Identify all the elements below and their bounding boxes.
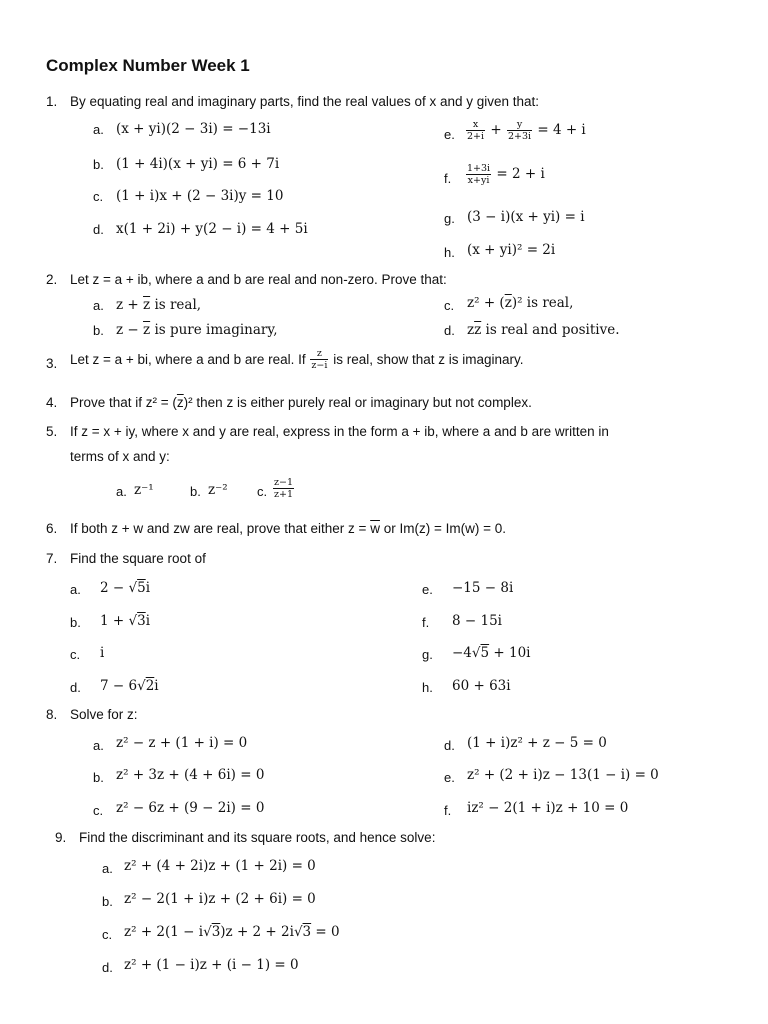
statement: $z + \overline{z}$ is real, bbox=[116, 297, 202, 313]
item-label: c. bbox=[93, 189, 104, 204]
equation: iz² − 2(1 + i)z + 10 = 0 bbox=[467, 800, 629, 816]
expression: 1 + √3i bbox=[100, 613, 151, 629]
question-number: 5. bbox=[46, 424, 58, 439]
item-label: a. bbox=[70, 582, 81, 597]
item-label: d. bbox=[444, 323, 455, 338]
item-label: c. bbox=[70, 647, 81, 662]
equation: z² + (1 − i)z + (i − 1) = 0 bbox=[124, 957, 299, 973]
expression: i bbox=[100, 645, 105, 661]
fraction: $\frac{y}{2+3i}$ bbox=[507, 119, 532, 142]
fraction: $\frac{x}{2+i}$ bbox=[467, 119, 485, 142]
equation: x(1 + 2i) + y(2 − i) = 4 + 5i bbox=[116, 221, 308, 237]
item-label: a. bbox=[93, 738, 104, 753]
item-label: a. bbox=[102, 861, 113, 876]
equation: z² − 6z + (9 − 2i) = 0 bbox=[116, 800, 265, 816]
expression: 2 − √5i bbox=[100, 580, 151, 596]
item-label: d. bbox=[444, 738, 455, 753]
question-text: Solve for z: bbox=[70, 707, 138, 722]
expression: −4√5 + 10i bbox=[452, 645, 531, 661]
question-number: 6. bbox=[46, 521, 58, 536]
fraction: $\frac{1+3i}{x+yi}$ bbox=[467, 163, 491, 186]
question-number: 1. bbox=[46, 94, 58, 109]
equation: (x + yi)(2 − 3i) = −13i bbox=[116, 121, 271, 137]
item-label: b. bbox=[93, 157, 104, 172]
equation: z² + (4 + 2i)z + (1 + 2i) = 0 bbox=[124, 858, 316, 874]
item-label: a. bbox=[116, 484, 127, 499]
equation: (1 + i)z² + z − 5 = 0 bbox=[467, 735, 607, 751]
item-label: f. bbox=[422, 615, 430, 630]
expression: z⁻² bbox=[208, 482, 228, 498]
question-number: 8. bbox=[46, 707, 58, 722]
statement: $z^2 + (\overline{z})^2$ is real, bbox=[467, 295, 574, 311]
fraction: $\frac{z-1}{z+1}$ bbox=[274, 477, 294, 500]
question-number: 3. bbox=[46, 356, 58, 371]
equation: (1 + i)x + (2 − 3i)y = 10 bbox=[116, 188, 284, 204]
item-label: b. bbox=[102, 894, 113, 909]
item-label: c. bbox=[257, 484, 268, 499]
item-label: c. bbox=[102, 927, 113, 942]
item-label: g. bbox=[444, 211, 455, 226]
equation: z² + (2 + i)z − 13(1 − i) = 0 bbox=[467, 767, 659, 783]
item-label: g. bbox=[422, 647, 433, 662]
item-label: h. bbox=[422, 680, 433, 695]
question-text: Find the discriminant and its square roots, and hence solve: bbox=[79, 830, 436, 845]
item-label: a. bbox=[93, 122, 104, 137]
question-text: If z = x + iy, where x and y are real, express in the form a + ib, where a and b are written in bbox=[70, 424, 609, 439]
expression: −15 − 8i bbox=[452, 580, 514, 596]
equation: z² − 2(1 + i)z + (2 + 6i) = 0 bbox=[124, 891, 316, 907]
expression: z⁻¹ bbox=[134, 482, 154, 498]
item-label: c. bbox=[93, 803, 104, 818]
statement: $z - \overline{z}$ is pure imaginary, bbox=[116, 322, 278, 338]
equation: (1 + 4i)(x + yi) = 6 + 7i bbox=[116, 156, 280, 172]
item-label: d. bbox=[70, 680, 81, 695]
item-label: e. bbox=[444, 770, 455, 785]
equation: $\frac{x}{2+i}$ + $\frac{y}{2+3i}$ = 4 + i bbox=[467, 119, 586, 142]
question-number: 4. bbox=[46, 395, 58, 410]
equation: z² + 3z + (4 + 6i) = 0 bbox=[116, 767, 265, 783]
expression bbox=[272, 477, 295, 500]
equation: (x + yi)² = 2i bbox=[467, 242, 556, 258]
item-label: h. bbox=[444, 245, 455, 260]
item-label: b. bbox=[70, 615, 81, 630]
item-label: b. bbox=[93, 770, 104, 785]
item-label: d. bbox=[102, 960, 113, 975]
question-number: 2. bbox=[46, 272, 58, 287]
item-label: e. bbox=[444, 127, 455, 142]
fraction: $\frac{z}{z-i}$ bbox=[311, 348, 328, 371]
item-label: f. bbox=[444, 171, 452, 186]
equation: z² + 2(1 − i√3)z + 2 + 2i√3 = 0 bbox=[124, 924, 340, 940]
question-text: Find the square root of bbox=[70, 551, 206, 566]
question-text: Let z = a + bi, where a and b are real. If $\frac{z}{z-i}$ is real, show that z is imaginary. bbox=[70, 348, 524, 371]
expression: 7 − 6√2i bbox=[100, 678, 159, 694]
item-label: e. bbox=[422, 582, 433, 597]
item-label: c. bbox=[444, 298, 455, 313]
question-text: If both z + w and zw are real, prove that either $z = \overline{w}$ or Im(z) = Im(w) = 0. bbox=[70, 521, 506, 536]
item-label: d. bbox=[93, 222, 104, 237]
question-text: Prove that if $z^2 = (\overline{z})^2$ then z is either purely real or imaginary but not complex. bbox=[70, 395, 532, 410]
question-text: Let z = a + ib, where a and b are real and non-zero. Prove that: bbox=[70, 272, 447, 287]
question-number: 7. bbox=[46, 551, 58, 566]
item-label: b. bbox=[190, 484, 201, 499]
plus-sign: + bbox=[490, 122, 502, 138]
question-text: By equating real and imaginary parts, find the real values of x and y given that: bbox=[70, 94, 540, 109]
question-text-continued: terms of x and y: bbox=[70, 449, 170, 464]
equation: z² − z + (1 + i) = 0 bbox=[116, 735, 248, 751]
item-label: a. bbox=[93, 298, 104, 313]
item-label: f. bbox=[444, 803, 452, 818]
item-label: b. bbox=[93, 323, 104, 338]
statement: $z\overline{z}$ is real and positive. bbox=[467, 322, 620, 338]
expression: 8 − 15i bbox=[452, 613, 502, 629]
equation: (3 − i)(x + yi) = i bbox=[467, 209, 585, 225]
expression: 60 + 63i bbox=[452, 678, 511, 694]
equation: $\frac{1+3i}{x+yi}$ = 2 + i bbox=[467, 163, 545, 186]
page-title: Complex Number Week 1 bbox=[46, 56, 250, 75]
question-number: 9. bbox=[55, 830, 67, 845]
